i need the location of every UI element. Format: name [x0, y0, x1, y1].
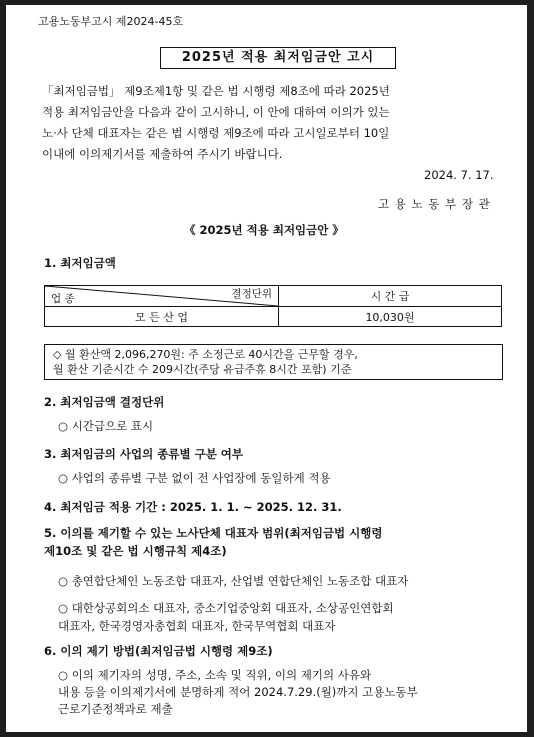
note-line: 월 환산 기준시간 수 209시간(주당 유급주휴 8시간 포함) 기준	[53, 363, 352, 376]
section-3-item: ○ 사업의 종류별 구분 없이 전 사업장에 동일하게 적용	[58, 471, 331, 485]
minimum-wage-table	[44, 285, 502, 327]
header-hourly: 시 간 급	[279, 286, 502, 307]
item-line: ○ 대한상공회의소 대표자, 중소기업중앙회 대표자, 소상공인연합회	[58, 601, 394, 615]
table-row	[45, 307, 502, 327]
section-6-item	[58, 667, 418, 718]
section-3-heading: 3. 최저임금의 사업의 종류별 구분 여부	[44, 447, 244, 461]
page-title: 2025년 적용 최저임금안 고시	[160, 47, 396, 69]
section-2-item: ○ 시간급으로 표시	[58, 419, 154, 433]
item-line: 내용 등을 이의제기서에 분명하게 적어 2024.7.29.(월)까지 고용노동부	[58, 685, 418, 699]
intro-line: 적용 최저임금안을 다음과 같이 고시하니, 이 안에 대하여 이의가 있는	[42, 105, 390, 119]
notice-date: 2024. 7. 17.	[424, 168, 494, 182]
section-1-heading: 1. 최저임금액	[44, 256, 116, 270]
intro-line: 이내에 이의제기서를 제출하여 주시기 바랍니다.	[42, 147, 283, 161]
item-line: 대표자, 한국경영자총협회 대표자, 한국무역협회 대표자	[58, 619, 336, 633]
header-industry: 업 종	[51, 293, 75, 305]
notice-page	[6, 5, 527, 732]
intro-paragraph	[42, 81, 494, 165]
notice-number: 고용노동부고시 제2024-45호	[38, 15, 184, 28]
intro-line: 노·사 단체 대표자는 같은 법 시행령 제9조에 따라 고시일로부터 10일	[42, 126, 390, 140]
section-5-item-labor: ○ 총연합단체인 노동조합 대표자, 산업별 연합단체인 노동조합 대표자	[58, 574, 409, 588]
section-2-heading: 2. 최저임금액 결정단위	[44, 395, 165, 409]
monthly-conversion-note	[44, 344, 503, 380]
section-6-heading: 6. 이의 제기 방법(최저임금법 시행령 제9조)	[44, 644, 273, 658]
heading-line: 제10조 및 같은 법 시행규칙 제4조)	[44, 544, 227, 558]
item-line: ○ 이의 제기자의 성명, 주소, 소속 및 직위, 이의 제기의 사유와	[58, 668, 372, 682]
header-decision-unit: 결정단위	[231, 288, 272, 300]
row-label-all-industries: 모 든 산 업	[45, 307, 279, 327]
heading-line: 5. 이의를 제기할 수 있는 노사단체 대표자 범위(최저임금법 시행령	[44, 526, 383, 540]
signature-minister: 고 용 노 동 부 장 관	[378, 197, 491, 211]
item-line: 근로기준정책과로 제출	[58, 702, 173, 716]
section-5-item-employer	[58, 599, 394, 635]
section-5-heading	[44, 524, 383, 560]
table-header-diagonal	[45, 286, 279, 307]
row-value-hourly-wage: 10,030원	[279, 307, 502, 327]
intro-line: 「최저임금법」 제9조제1항 및 같은 법 시행령 제8조에 따라 2025년	[42, 84, 390, 98]
note-line: ◇ 월 환산액 2,096,270원: 주 소정근로 40시간을 근무할 경우,	[53, 348, 358, 361]
section-4-heading: 4. 최저임금 적용 기간 : 2025. 1. 1. ~ 2025. 12. 31.	[44, 500, 342, 514]
plan-title: 《 2025년 적용 최저임금안 》	[184, 223, 344, 237]
